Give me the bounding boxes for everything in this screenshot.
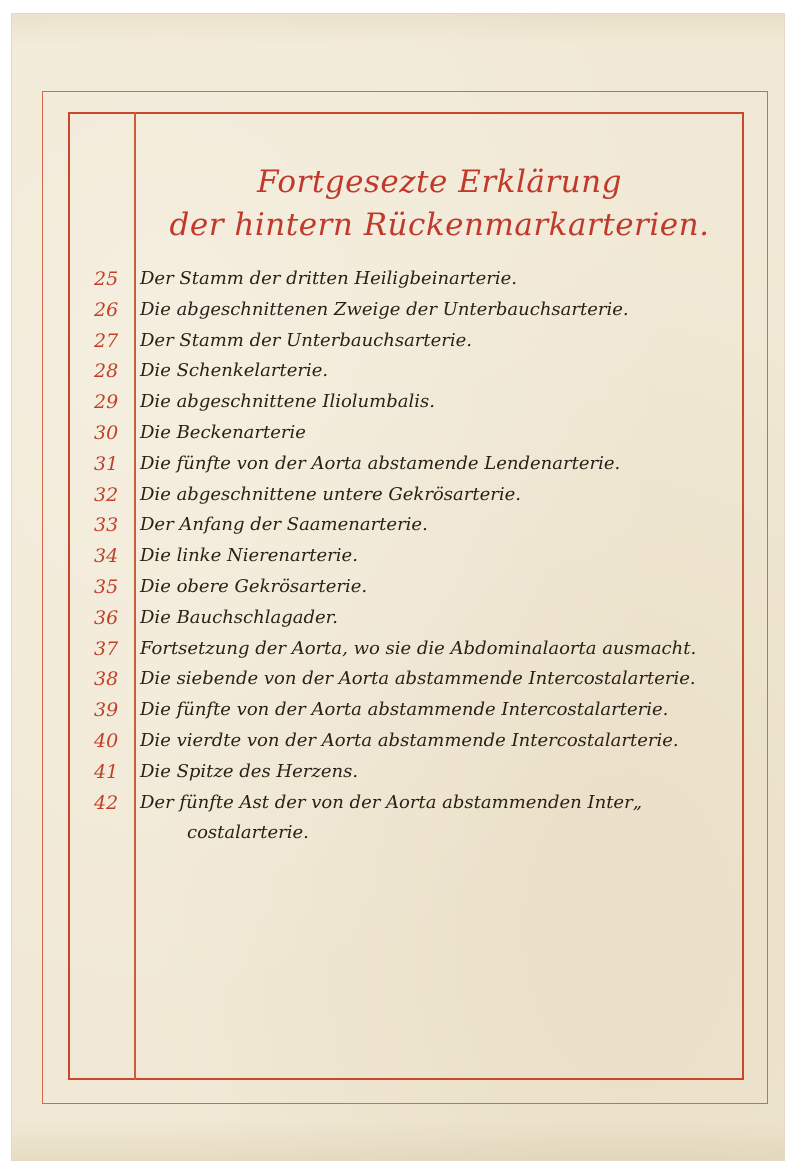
- entry-number: 38: [94, 668, 119, 691]
- entry-text: Die siebende von der Aorta abstammende Intercostalarterie.: [140, 668, 696, 690]
- entry-number: 41: [94, 760, 119, 783]
- entry-number: 40: [94, 730, 119, 752]
- entry-number: 25: [94, 268, 119, 290]
- entry-number: 28: [94, 360, 119, 383]
- entry-text: Die fünfte von der Aorta abstamende Lendenarterie.: [140, 452, 621, 474]
- list-item: [12, 726, 784, 756]
- entry-number: 27: [94, 329, 119, 352]
- entry-text: Fortsetzung der Aorta, wo sie die Abdominalaorta ausmacht.: [140, 637, 697, 659]
- paper-stain: [12, 1120, 784, 1160]
- list-item: [12, 695, 784, 725]
- entry-text: Die Schenkelarterie.: [140, 360, 329, 382]
- list-item: [12, 788, 784, 818]
- paper-stain: [12, 14, 784, 44]
- list-item: [12, 295, 784, 325]
- entry-number: 26: [94, 298, 119, 321]
- entry-number: 36: [94, 606, 119, 629]
- entry-text: Die Spitze des Herzens.: [140, 760, 359, 782]
- list-item: [12, 356, 784, 386]
- entry-text: Die linke Nierenarterie.: [140, 545, 358, 567]
- entry-text: Die Beckenarterie: [140, 422, 306, 443]
- page-title: Fortgesezte Erklärung: [257, 164, 622, 200]
- entry-number: 37: [94, 637, 119, 660]
- entry-number: 30: [94, 422, 119, 444]
- entry-number: 31: [94, 452, 119, 475]
- entry-text: Die abgeschnittene Iliolumbalis.: [140, 391, 435, 413]
- entry-text: Die obere Gekrösarterie.: [140, 576, 368, 597]
- entry-text: Der Stamm der dritten Heiligbeinarterie.: [140, 268, 518, 289]
- entry-number: 29: [94, 391, 119, 414]
- entry-number: 35: [94, 576, 119, 598]
- entry-text: Die Bauchschlagader.: [140, 606, 338, 628]
- list-item: [12, 572, 784, 602]
- entry-text: Der fünfte Ast der von der Aorta abstammenden Inter„: [140, 791, 643, 813]
- list-item: [12, 264, 784, 294]
- entry-text-continuation: costalarterie.: [187, 822, 309, 844]
- list-item: [12, 603, 784, 633]
- entry-number: 39: [94, 699, 119, 722]
- list-item: [12, 757, 784, 787]
- entry-text: Die vierdte von der Aorta abstammende Intercostalarterie.: [140, 730, 679, 751]
- entry-number: 33: [94, 514, 119, 537]
- list-item: [12, 510, 784, 540]
- page-subtitle: der hintern Rückenmarkarterien.: [169, 207, 710, 243]
- list-item: [12, 418, 784, 448]
- entry-text: Die abgeschnittenen Zweige der Unterbauchsarterie.: [140, 298, 629, 320]
- list-item: [12, 480, 784, 510]
- list-item: [12, 449, 784, 479]
- entry-text: Die fünfte von der Aorta abstammende Intercostalarterie.: [140, 699, 669, 721]
- entry-text: Der Anfang der Saamenarterie.: [140, 514, 428, 536]
- entry-number: 34: [94, 545, 119, 568]
- list-item: [12, 387, 784, 417]
- manuscript-page: [12, 14, 784, 1160]
- entry-text: Die abgeschnittene untere Gekrösarterie.: [140, 483, 521, 505]
- entry-number: 32: [94, 483, 119, 506]
- entry-number: 42: [94, 791, 119, 814]
- list-item: [12, 664, 784, 694]
- list-item: [12, 326, 784, 356]
- entry-text: Der Stamm der Unterbauchsarterie.: [140, 329, 473, 351]
- list-item: [12, 541, 784, 571]
- list-item: [12, 634, 784, 664]
- list-item-continuation: [12, 818, 784, 848]
